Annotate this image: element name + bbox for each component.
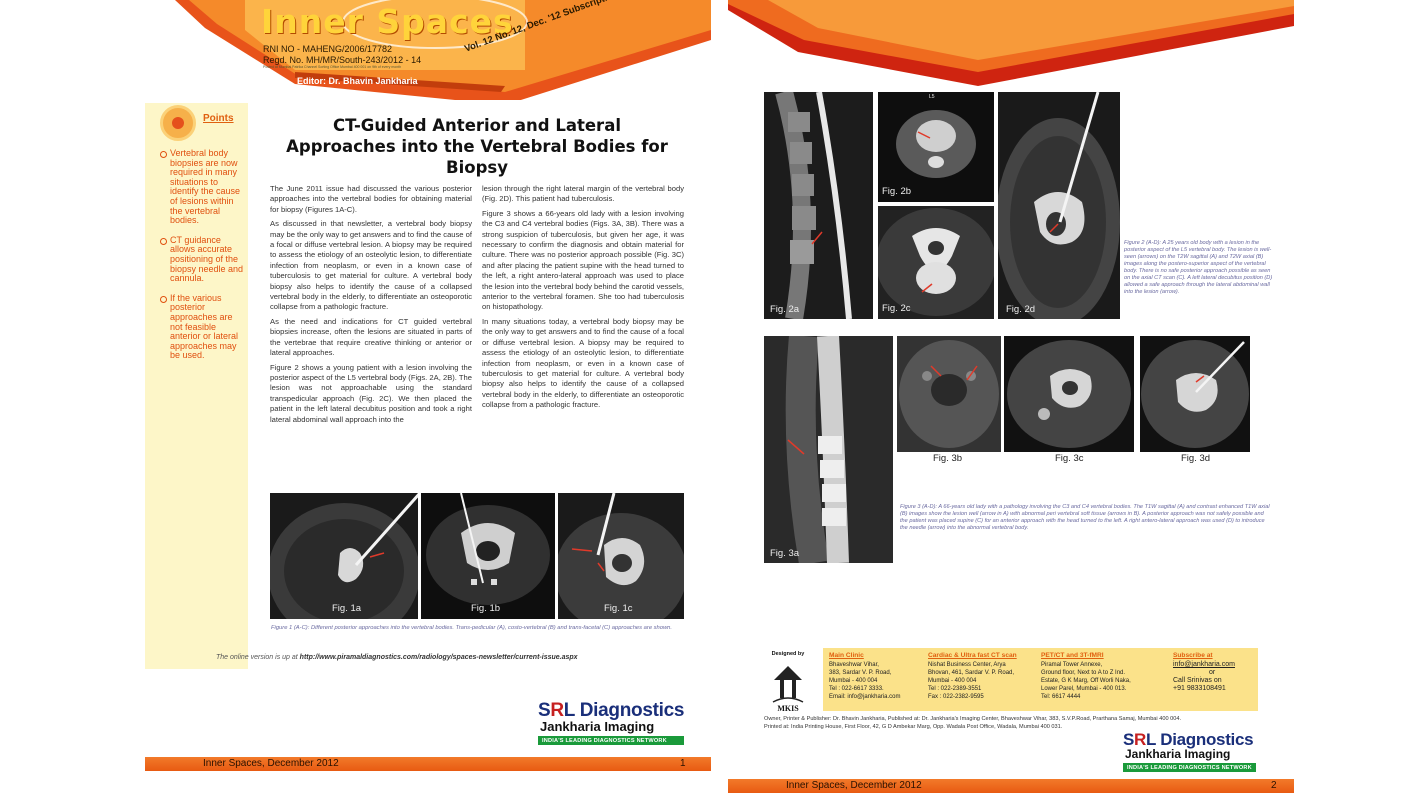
- figure-1b: [421, 493, 555, 619]
- level-marker: L5: [929, 94, 935, 100]
- page-number: 1: [680, 758, 686, 769]
- online-url-link[interactable]: http://www.piramaldiagnostics.com/radiology/spaces-newsletter/current-issue.aspx: [299, 654, 578, 661]
- subscribe-email-link[interactable]: info@jankharia.com: [1173, 661, 1235, 668]
- rni-number: RNI NO - MAHENG/2006/17782: [263, 44, 393, 54]
- address-line: Bhaveshwar Vihar,: [829, 662, 879, 668]
- publisher-info: [764, 715, 1264, 731]
- srl-diagnostics-wordmark: SRL Diagnostics: [538, 700, 685, 721]
- email-line: Email: info@jankharia.com: [829, 694, 901, 700]
- figure-label: Fig. 3b: [933, 453, 963, 464]
- mri-image: [764, 92, 873, 319]
- footer-issue: Inner Spaces, December 2012: [203, 758, 339, 769]
- page-1: [145, 0, 711, 800]
- figure-3b: [897, 336, 1001, 452]
- page-2: [728, 0, 1294, 800]
- online-prefix: The online version is up at: [216, 654, 298, 661]
- points-list: [160, 149, 246, 371]
- online-version-note: [216, 654, 578, 661]
- address-line: Nishat Business Center, Arya: [928, 662, 1006, 668]
- contact-panel: [823, 648, 1258, 711]
- subscribe-heading: Subscribe at: [1173, 652, 1213, 659]
- svg-text:MKIS: MKIS: [777, 704, 799, 712]
- figure-2b: [878, 92, 994, 202]
- ct-scan-image: [1140, 336, 1250, 452]
- figure-2a: [764, 92, 873, 319]
- figure-label: Fig. 2b: [882, 186, 912, 197]
- petct-heading: PET/CT and 3T-fMRI: [1041, 652, 1104, 659]
- figure-3d: [1140, 336, 1250, 452]
- srl-logo: [538, 700, 684, 745]
- address-line: Lower Parel, Mumbai - 400 013.: [1041, 686, 1127, 692]
- srl-logo: [1123, 730, 1256, 772]
- brand-tagline: INDIA'S LEADING DIAGNOSTICS NETWORK: [538, 736, 684, 745]
- point-item: CT guidance allows accurate positioning of the biopsy needle and cannula.: [160, 236, 246, 284]
- subscribe-or: or: [1209, 669, 1216, 676]
- point-item: If the various posterior approaches are not feasible anterior or lateral approaches may be used.: [160, 294, 246, 361]
- ct-scan-image: [998, 92, 1120, 319]
- editor-name: Editor: Dr. Bhavin Jankharia: [297, 76, 418, 86]
- masthead-title: Inner Spaces: [261, 2, 514, 41]
- figure-label: Fig. 2c: [882, 303, 911, 314]
- postal-note: Posted at Mumbai Patrika Channel Sorting Office Mumbai 400 001 on 9th of every month: [263, 65, 402, 69]
- figure-3c: [1004, 336, 1134, 452]
- mri-image: [764, 336, 893, 563]
- address-line: Mumbai - 400 004: [829, 678, 878, 684]
- cardiac-ct-block: [928, 652, 1038, 701]
- paragraph: As the need and indications for CT guided vertebral biopsies increase, often the lesions are situated in parts of the vertebrae that require creative thinking or anterior or lateral approaches.: [270, 316, 472, 358]
- srl-diagnostics-wordmark: SRL Diagnostics: [1123, 730, 1254, 749]
- page-number: 2: [1271, 780, 1277, 791]
- cardiac-heading: Cardiac & Ultra fast CT scan: [928, 652, 1017, 659]
- paragraph: As discussed in that newsletter, a vertebral body biopsy may be the only way to get answers and to find the cause of a focal or diffuse vertebral lesion. A biopsy may be required to assess the etiology of an osteolytic lesion, to differentiate infection from neoplasm, or even in a known case of tuberculosis to get material for culture. A vertebral body biopsy also helps to identify the cause of a collapsed vertebral body in the elderly, to differentiate an osteoporotic collapse from a pathologic fracture.: [270, 219, 472, 312]
- target-icon: [160, 105, 196, 141]
- header-swoosh: [728, 0, 1294, 86]
- ct-scan-image: [270, 493, 418, 619]
- figure-label: Fig. 1c: [604, 603, 633, 614]
- page-footer: [145, 757, 711, 771]
- subscribe-block: [1173, 652, 1255, 693]
- figure-label: Fig. 3c: [1055, 453, 1084, 464]
- address-line: Mumbai - 400 004: [928, 678, 977, 684]
- jankharia-wordmark: Jankharia Imaging: [540, 719, 655, 734]
- fax-line: Fax : 022-2382-9595: [928, 694, 984, 700]
- figure-3-caption: Figure 3 (A-D): A 66-years old lady with a pathology involving the C3 and C4 vertebral bodies. The T1W sagittal (A) and contrast enhanced T1W axial (B) images show the lesion well (arrow in A) with abnormal peri vertebral soft tissue (arrows in B). A posterior approach was not safely possible and the patient was placed supine (C) for an anterior approach with the head turned to the left. A right antero-lateral approach was used (D) to introduce the needle (arrow) into the abnormal vertebral body.: [900, 504, 1270, 531]
- masthead: [145, 0, 711, 100]
- figure-2c: [878, 206, 994, 319]
- phone-line: Tel : 022-6617 3333.: [829, 686, 884, 692]
- figure-3a: [764, 336, 893, 563]
- address-line: 383, Sardar V. P. Road,: [829, 670, 892, 676]
- paragraph: Figure 3 shows a 66-years old lady with a lesion involving the C3 and C4 vertebral bodies (Figs. 3A, 3B). There was a strong suspicion of tuberculosis, but given her age, it was necessary to confirm the diagnosis and obtain material for culture. There was no posterior approach possible (Fig. 3C) and after placing the patient supine with the head turned to the left, a right antero-lateral approach was used to place the lesion into the vertebral body behind the carotid vessels, anterior to the vertebral foramen. She too had tuberculosis on histopathology.: [482, 208, 684, 312]
- points-heading: Points: [203, 113, 234, 124]
- article-column-2: [482, 184, 684, 415]
- address-line: Estate, G K Marg, Off Worli Naka,: [1041, 678, 1131, 684]
- subscribe-call: Call Srinivas on: [1173, 677, 1222, 684]
- registration-number: Regd. No. MH/MR/South-243/2012 - 14: [263, 55, 422, 65]
- figure-label: Fig. 1a: [332, 603, 362, 614]
- designed-by-label: Designed by: [771, 651, 805, 657]
- figure-2d: [998, 92, 1120, 319]
- figure-label: Fig. 1b: [471, 603, 501, 614]
- key-points-panel: [145, 103, 248, 669]
- main-clinic-heading: Main Clinic: [829, 652, 864, 659]
- address-line: Bhovan, 461, Sardar V. P. Road,: [928, 670, 1015, 676]
- figure-1a: [270, 493, 418, 619]
- subscribe-phone: +91 9833108491: [1173, 685, 1226, 692]
- paragraph: Figure 2 shows a young patient with a lesion involving the posterior aspect of the L5 vertebral body (Figs. 2A, 2B). The lesion was not approachable using the standard transpedicular approach (Fig. 2C). We then placed the patient in the left lateral decubitus position and took a right lateral abdominal wall approach into the: [270, 362, 472, 424]
- article-column-1: [270, 184, 472, 429]
- main-clinic-block: [829, 652, 925, 701]
- figure-2-caption: Figure 2 (A-D): A 25 years old body with a lesion in the posterior aspect of the L5 vertebral body. The lesion is well-seen (arrows) on the T2W sagittal (A) and T2W axial (B) images along the postero-superior aspect of the vertebral body. There is no safe posterior approach possible as seen on the axial CT scan (C). A left lateral decubitus position (D) allowed a safe approach through the lateral abdominal wall into the lesion (arrow).: [1124, 240, 1273, 295]
- figure-label: Fig. 3a: [770, 548, 800, 559]
- page-footer: [728, 779, 1294, 793]
- phone-line: Tel : 022-2389-3551: [928, 686, 982, 692]
- figure-1-caption: Figure 1 (A-C): Different posterior approaches into the vertebral bodies. Trans-pedicular (A), costo-vertebral (B) and trans-facetal (C) approaches are shown.: [271, 625, 673, 631]
- ct-scan-image: [421, 493, 555, 619]
- mri-image: [897, 336, 1001, 452]
- paragraph: In many situations today, a vertebral body biopsy may be the only way to get answers and to find the cause of a focal or diffuse vertebral lesion. A biopsy may be required to assess the etiology of an osteolytic lesion, to differentiate infection from neoplasm, or even in a known case of tuberculosis to get material for culture. A vertebral body biopsy also helps to identify the cause of a collapsed vertebral body in the elderly, to differentiate an osteoporotic collapse from a pathologic fracture.: [482, 316, 684, 410]
- paragraph: The June 2011 issue had discussed the various posterior approaches into the vertebral bodies for obtaining material for biopsy (Figures 1A-C).: [270, 184, 472, 214]
- ct-scan-image: [1004, 336, 1134, 452]
- paragraph: lesion through the right lateral margin of the vertebral body (Fig. 2D). This patient had tuberculosis.: [482, 184, 684, 204]
- address-line: Ground floor, Next to A to Z Ind.: [1041, 670, 1126, 676]
- owner-line: Owner, Printer & Publisher: Dr. Bhavin Jankharia, Published at: Dr. Jankharia's Imaging Center, Bhaveshwar Vihar, 383, S.V.P.Road, Prarthana Samaj, Mumbai 400 004.: [764, 716, 1181, 722]
- footer-issue: Inner Spaces, December 2012: [786, 780, 922, 791]
- printed-line: Printed at: India Printing House, First Floor, 42, G D Ambekar Marg, Opp. Wadala Post Office, Wadala, Mumbai 400 031.: [764, 724, 1063, 730]
- brand-tagline: INDIA'S LEADING DIAGNOSTICS NETWORK: [1123, 763, 1256, 772]
- figure-1c: [558, 493, 684, 619]
- point-item: Vertebral body biopsies are now required in many situations to identify the cause of lesions within the vertebral bodies.: [160, 149, 246, 226]
- mkis-logo: [769, 662, 807, 712]
- address-line: Piramal Tower Annexe,: [1041, 662, 1103, 668]
- phone-line: Tel: 6617 4444: [1041, 694, 1081, 700]
- figure-label: Fig. 2d: [1006, 304, 1036, 315]
- jankharia-wordmark: Jankharia Imaging: [1125, 747, 1231, 761]
- pet-ct-block: [1041, 652, 1161, 701]
- article-title: CT-Guided Anterior and Lateral Approaches into the Vertebral Bodies for Biopsy: [286, 116, 668, 177]
- page-2-header-graphic: [728, 0, 1294, 86]
- figure-label: Fig. 3d: [1181, 453, 1211, 464]
- figure-label: Fig. 2a: [770, 304, 800, 315]
- ct-scan-image: [558, 493, 684, 619]
